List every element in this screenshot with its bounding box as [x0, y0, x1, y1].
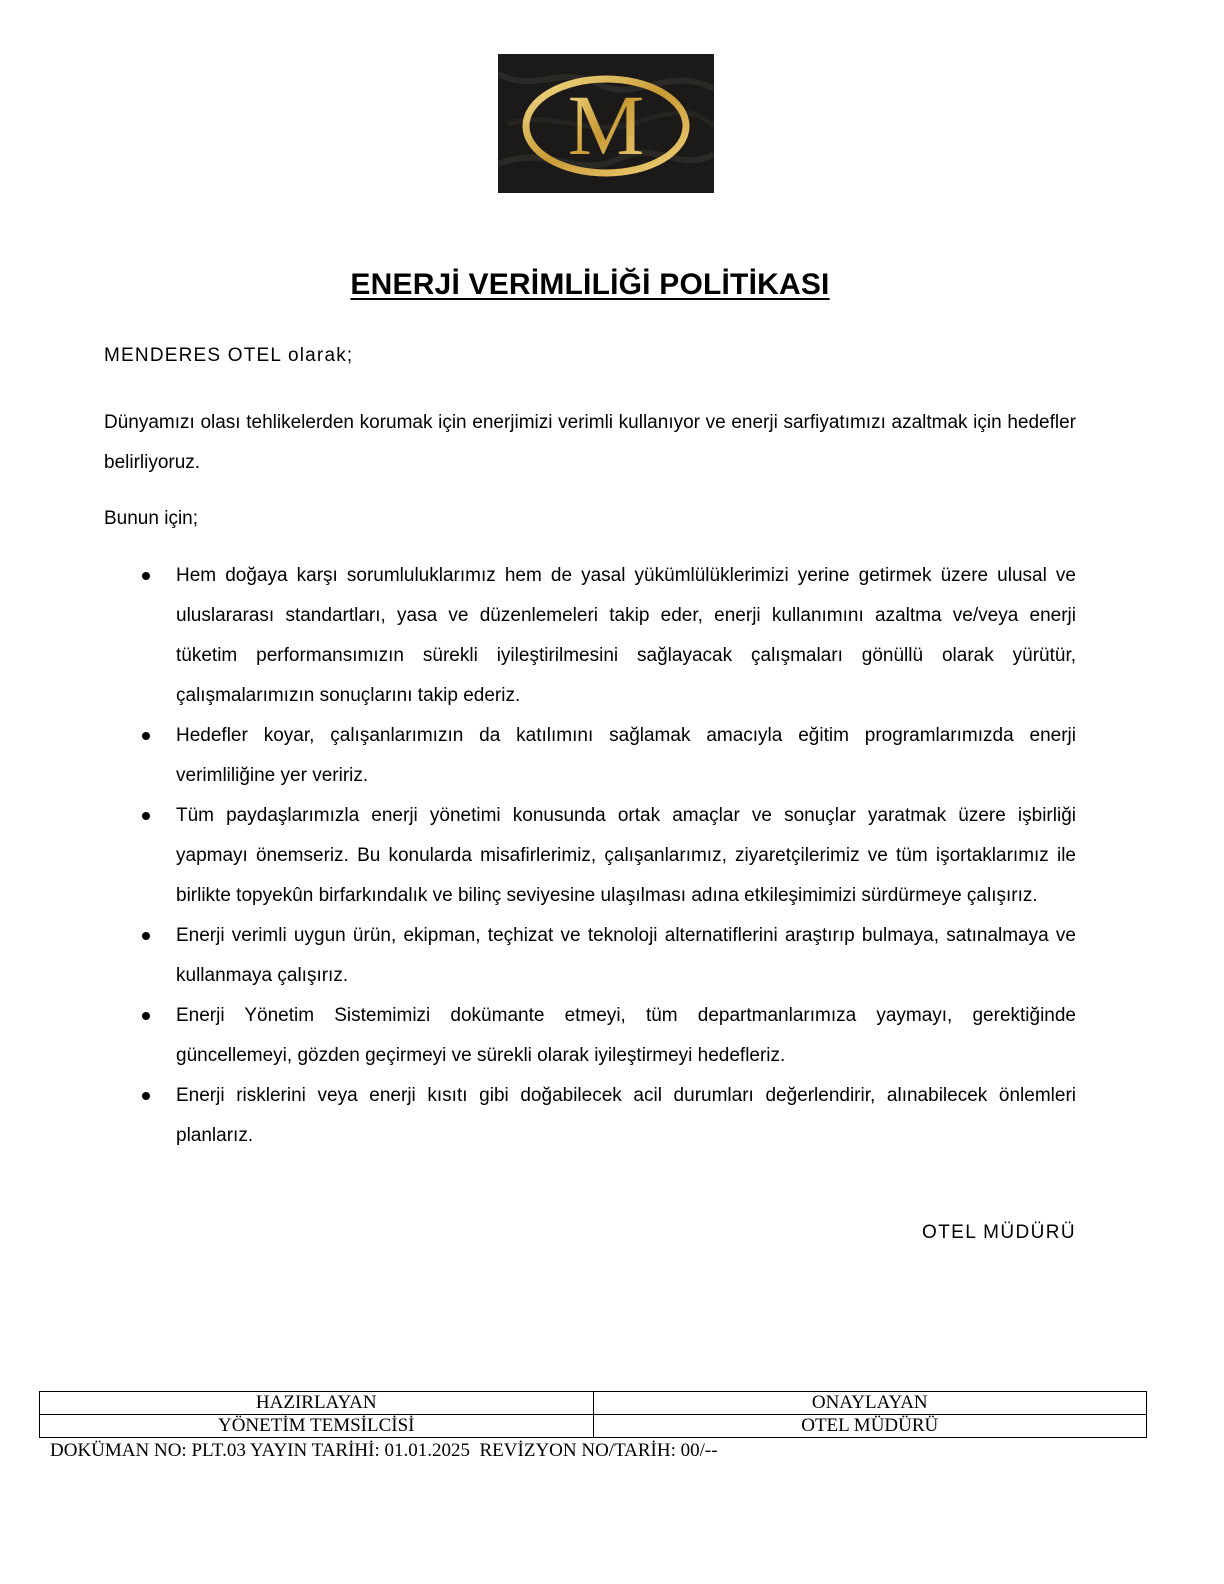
approval-table	[39, 1391, 1147, 1438]
policy-item	[104, 916, 1076, 996]
bullet-icon	[142, 1012, 150, 1020]
bullet-icon	[142, 932, 150, 940]
prepared-label: HAZIRLAYAN	[40, 1392, 594, 1415]
policy-item	[104, 796, 1076, 916]
policy-item	[104, 996, 1076, 1076]
prepared-by: YÖNETİM TEMSİLCİSİ	[40, 1415, 594, 1438]
page-title: ENERJİ VERİMLİLİĞİ POLİTİKASI	[350, 268, 830, 301]
bullet-icon	[142, 572, 150, 580]
paragraph: Bunun için;	[104, 508, 199, 529]
policy-item-text: Enerji risklerini veya enerji kısıtı gibi doğabilecek acil durumları değerlendirir, alınabilecek önlemleri planlarız.	[176, 1085, 1076, 1146]
approved-by: OTEL MÜDÜRÜ	[593, 1415, 1147, 1438]
policy-list	[104, 556, 1076, 1156]
policy-item-text: Enerji Yönetim Sistemimizi dokümante etmeyi, tüm departmanlarımıza yaymayı, gerektiğinde güncellemeyi, gözden geçirmeyi ve sürekli olarak iyileştirmeyi hedefleriz.	[176, 1005, 1076, 1066]
hotel-logo-emblem-icon	[498, 54, 714, 193]
svg-text:M: M	[567, 77, 645, 173]
bullet-icon	[142, 732, 150, 740]
table-row	[40, 1392, 1147, 1415]
bullet-icon	[142, 812, 150, 820]
intro-line: MENDERES OTEL olarak;	[104, 345, 354, 366]
policy-item-text: Tüm paydaşlarımızla enerji yönetimi konusunda ortak amaçlar ve sonuçlar yaratmak üzere işbirliği yapmayı önemseriz. Bu konularda misafirlerimiz, çalışanlarımız, ziyaretçilerimiz ve tüm işortaklarımız ile birlikte topyekûn birfarkındalık ve bilinç seviyesine ulaşılması adına etkileşimimizi sürdürmeye çalışırız.	[176, 805, 1076, 906]
policy-item-text: Hem doğaya karşı sorumluluklarımız hem de yasal yükümlülüklerimizi yerine getirmek üzere ulusal ve uluslararası standartları, yasa ve düzenlemeleri takip eder, enerji kullanımını azaltma ve/veya enerji tüketim performansımızın sürekli iyileştirilmesini sağlayacak çalışmaları gönüllü olarak yürütür, çalışmalarımızın sonuçlarını takip ederiz.	[176, 565, 1076, 706]
policy-item	[104, 716, 1076, 796]
approved-label: ONAYLAYAN	[593, 1392, 1147, 1415]
policy-item-text: Hedefler koyar, çalışanlarımızın da katılımını sağlamak amacıyla eğitim programlarımızda enerji verimliliğine yer veririz.	[176, 725, 1076, 786]
table-row	[40, 1415, 1147, 1438]
bullet-icon	[142, 1092, 150, 1100]
policy-item-text: Enerji verimli uygun ürün, ekipman, teçhizat ve teknoloji alternatiflerini araştırıp bulmaya, satınalmaya ve kullanmaya çalışırız.	[176, 925, 1076, 986]
signer-title: OTEL MÜDÜRÜ	[921, 1222, 1076, 1243]
policy-item	[104, 556, 1076, 716]
hotel-logo	[498, 54, 714, 193]
document-info: DOKÜMAN NO: PLT.03 YAYIN TARİHİ: 01.01.2025 REVİZYON NO/TARİH: 00/--	[50, 1440, 718, 1461]
policy-item	[104, 1076, 1076, 1156]
paragraph: Dünyamızı olası tehlikelerden korumak için enerjimizi verimli kullanıyor ve enerji sarfiyatımızı azaltmak için hedefler belirliyoruz.	[104, 412, 1076, 473]
